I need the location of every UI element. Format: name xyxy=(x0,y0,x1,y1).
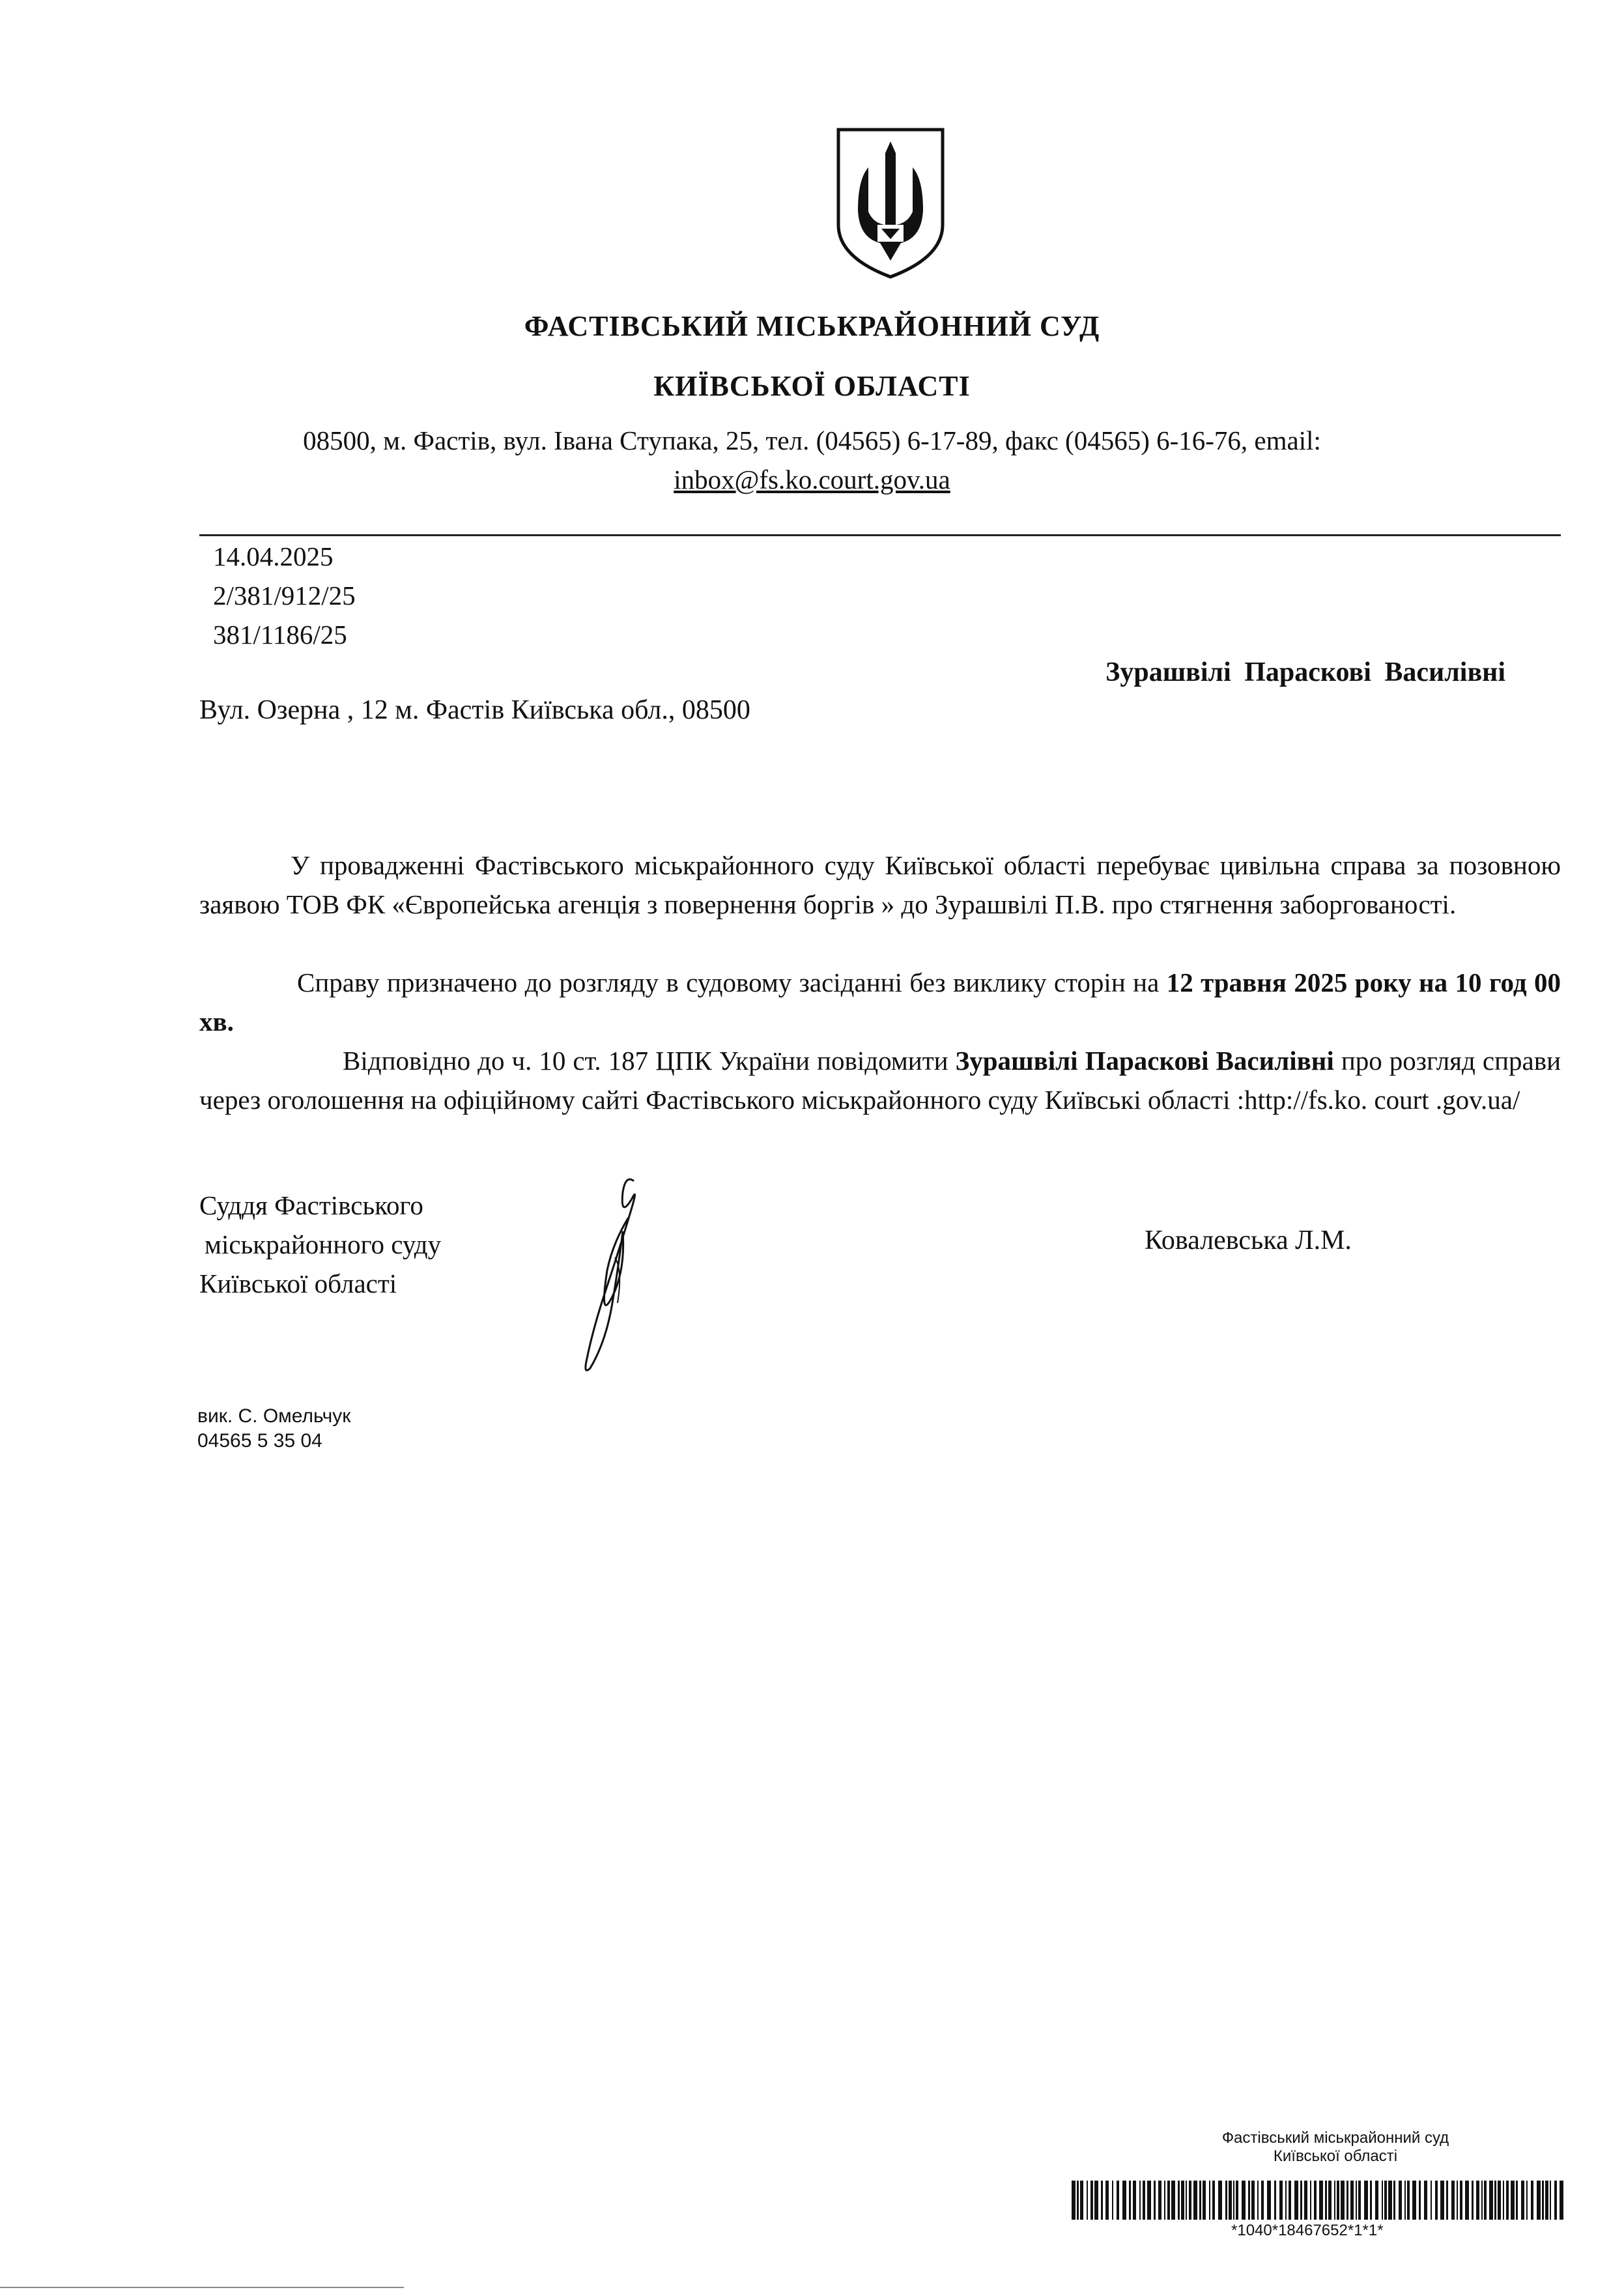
recipient-address: Вул. Озерна , 12 м. Фастів Київська обл., 08500 xyxy=(199,695,750,725)
page-edge-line xyxy=(0,2287,404,2288)
barcode-number: *1040*18467652*1*1* xyxy=(1231,2222,1384,2239)
court-email-line xyxy=(0,464,1624,495)
reference-number-1: 2/381/912/25 xyxy=(213,580,356,610)
stamp-line-2: Київської області xyxy=(1273,2147,1398,2165)
hearing-datetime: 12 травня 2025 року на 10 год 00 хв. xyxy=(199,967,1561,1037)
executor-name: вик. С. Омельчук xyxy=(197,1405,351,1427)
court-name-line1: ФАСТІВСЬКИЙ МІСЬКРАЙОННИЙ СУД xyxy=(524,310,1100,342)
notice-recipient: Зурашвілі Параскові Василівні xyxy=(955,1046,1334,1076)
header-divider xyxy=(199,534,1561,536)
recipient-name: Зурашвілі Параскові Василівні xyxy=(1105,657,1505,687)
court-email-link[interactable]: inbox@fs.ko.court.gov.ua xyxy=(674,465,950,494)
signer-title xyxy=(199,1186,441,1303)
body-paragraph-1: У провадженні Фастівського міськрайонного суду Київської області перебуває цивільна справа за позовною заявою ТОВ ФК «Європейська агенція з повернення боргів » до Зурашвілі П.В. про стягнення заборгованості. xyxy=(199,850,1561,919)
body-paragraph-2 xyxy=(199,963,1561,1041)
stamp-line-1: Фастівський міськрайонний суд xyxy=(1221,2129,1449,2147)
letter-date: 14.04.2025 xyxy=(213,541,334,571)
handwritten-signature xyxy=(560,1173,664,1381)
executor-phone: 04565 5 35 04 xyxy=(197,1430,322,1452)
court-address: 08500, м. Фастів, вул. Івана Ступака, 25, тел. (04565) 6-17-89, факс (04565) 6-16-76, email: xyxy=(303,425,1321,455)
coat-of-arms-icon xyxy=(834,127,947,279)
court-name-line2: КИЇВСЬКОЇ ОБЛАСТІ xyxy=(653,370,971,402)
signer-line-1: Суддя Фастівського xyxy=(199,1190,423,1220)
barcode xyxy=(1072,2181,1563,2220)
signer-line-2: міськрайонного суду xyxy=(205,1229,442,1259)
reference-number-2: 381/1186/25 xyxy=(213,620,347,650)
judge-name: Ковалевська Л.М. xyxy=(1145,1225,1352,1255)
notice-text-b: про розгляд справи через оголошення на офіційному сайті Фастівського міськрайонного суду Київські області :http://fs.ko. court .gov.ua/ xyxy=(199,1046,1561,1115)
signer-line-3: Київської області xyxy=(199,1268,397,1298)
court-stamp xyxy=(1075,2129,1596,2166)
body-paragraph-3 xyxy=(199,1041,1561,1119)
executor-info xyxy=(197,1404,350,1454)
hearing-text: Справу призначено до розгляду в судовому засіданні без виклику сторін на xyxy=(297,967,1160,997)
notice-text-a: Відповідно до ч. 10 ст. 187 ЦПК України повідомити xyxy=(343,1046,948,1076)
